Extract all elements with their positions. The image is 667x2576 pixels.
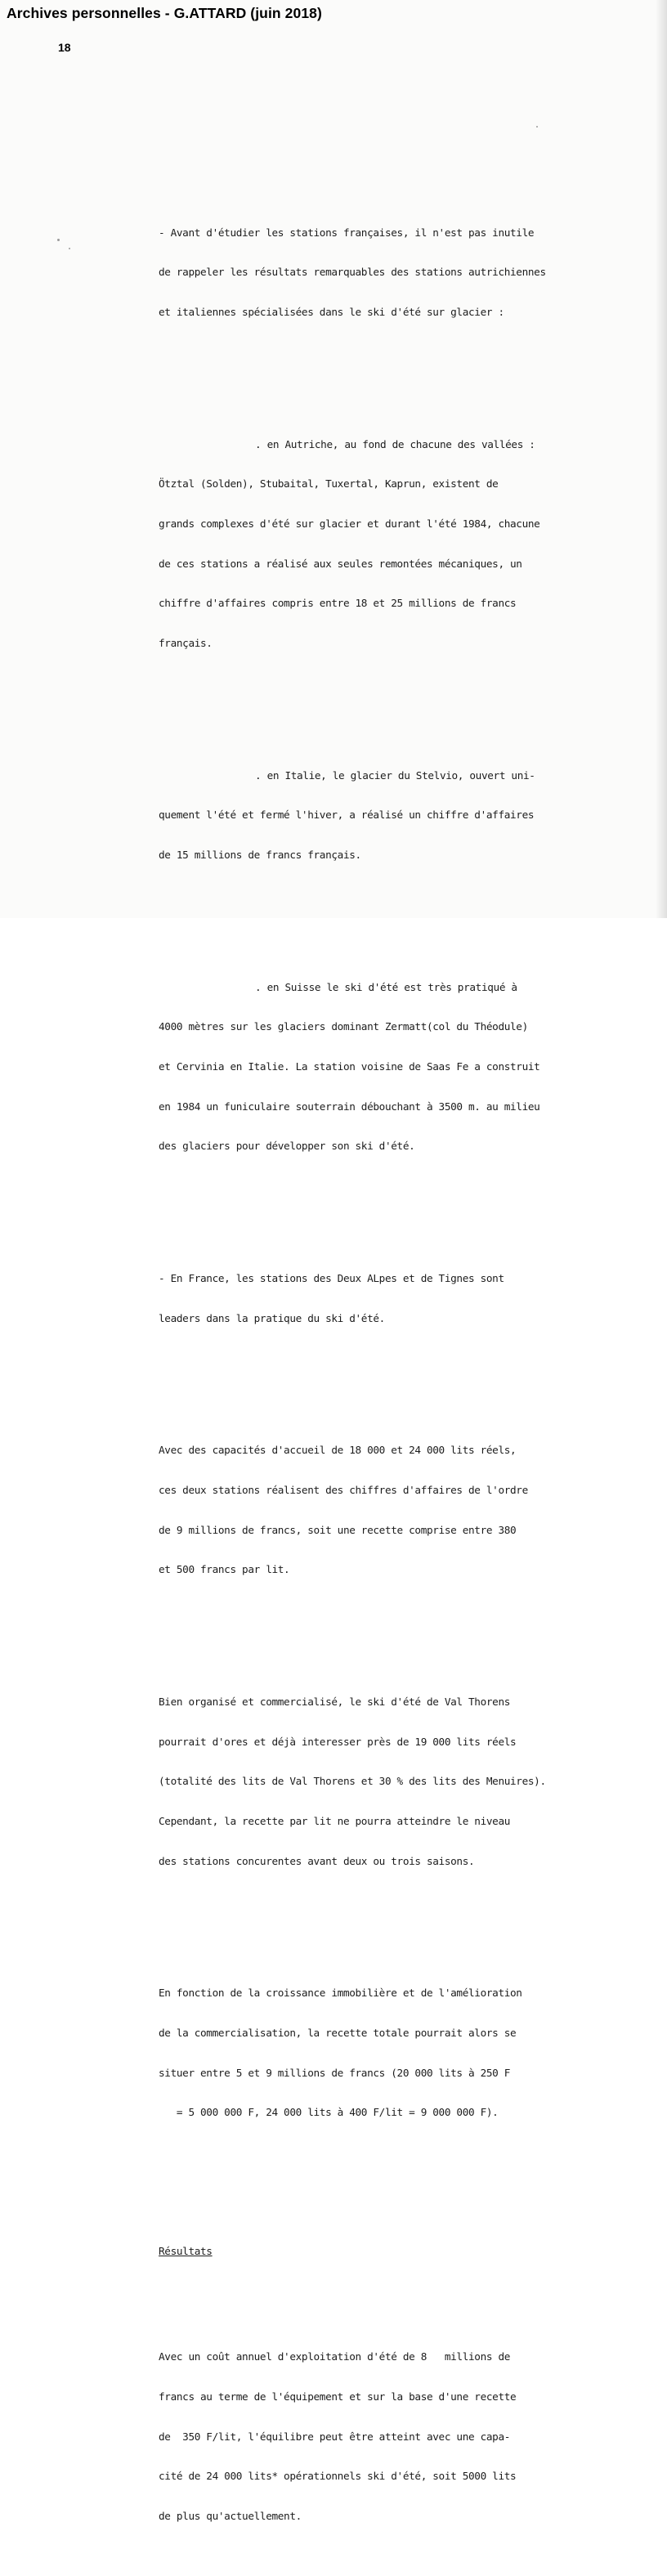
paragraph-france bbox=[159, 1246, 592, 1352]
text-line: Cependant, la recette par lit ne pourra atteindre le niveau bbox=[159, 1814, 511, 1827]
text-line: de rappeler les résultats remarquables des stations autrichiennes bbox=[159, 266, 546, 279]
text-line: de ces stations a réalisé aux seules remontées mécaniques, un bbox=[159, 557, 522, 570]
text-line: - Avant d'étudier les stations françaises, il n'est pas inutile bbox=[159, 226, 535, 239]
paragraph-capacites bbox=[159, 1418, 592, 1603]
page-number: 18 bbox=[58, 41, 71, 54]
text-line: Avec un coût annuel d'exploitation d'été de 8 millions de bbox=[159, 2350, 511, 2363]
text-line: . en Suisse le ski d'été est très pratiqué à bbox=[255, 980, 517, 993]
text-line: (totalité des lits de Val Thorens et 30 % des lits des Menuires). bbox=[159, 1775, 546, 1788]
text-line: et italiennes spécialisées dans le ski d'été sur glacier : bbox=[159, 306, 504, 319]
text-line: et Cervinia en Italie. La station voisine de Saas Fe a construit bbox=[159, 1060, 540, 1073]
text-line: 4000 mètres sur les glaciers dominant Zermatt(col du Théodule) bbox=[159, 1020, 528, 1033]
paragraph-autriche bbox=[159, 411, 592, 676]
text-line: francs au terme de l'équipement et sur la base d'une recette bbox=[159, 2390, 517, 2404]
scan-speck bbox=[69, 248, 70, 249]
text-line: de 9 millions de francs, soit une recette comprise entre 380 bbox=[159, 1523, 517, 1536]
text-line: . en Italie, le glacier du Stelvio, ouvert uni- bbox=[255, 768, 535, 782]
text-line: quement l'été et fermé l'hiver, a réalisé un chiffre d'affaires bbox=[159, 809, 535, 822]
text-line: leaders dans la pratique du ski d'été. bbox=[159, 1311, 385, 1324]
paragraph-suisse bbox=[159, 954, 592, 1179]
paragraph-croissance bbox=[159, 1960, 592, 2146]
text-line: chiffre d'affaires compris entre 18 et 25 millions de francs bbox=[159, 597, 517, 610]
paragraph-italie bbox=[159, 742, 592, 888]
text-line: - En France, les stations des Deux ALpes et de Tignes sont bbox=[159, 1272, 504, 1285]
archive-header: Archives personnelles - G.ATTARD (juin 2018) bbox=[7, 5, 322, 21]
text-line: grands complexes d'été sur glacier et durant l'été 1984, chacune bbox=[159, 517, 540, 531]
text-line: En fonction de la croissance immobilière et de l'amélioration bbox=[159, 1987, 522, 2000]
text-line: des stations concurentes avant deux ou trois saisons. bbox=[159, 1854, 475, 1867]
text-line: français. bbox=[159, 636, 213, 649]
text-line: Bien organisé et commercialisé, le ski d'été de Val Thorens bbox=[159, 1696, 511, 1709]
text-line: et 500 francs par lit. bbox=[159, 1563, 290, 1576]
paragraph-resultats bbox=[159, 2324, 592, 2549]
scan-speck bbox=[57, 239, 60, 241]
text-line: Avec des capacités d'accueil de 18 000 et 24 000 lits réels, bbox=[159, 1444, 517, 1457]
text-line: en 1984 un funiculaire souterrain débouchant à 3500 m. au milieu bbox=[159, 1100, 540, 1113]
text-line: = 5 000 000 F, 24 000 lits à 400 F/lit = 9 000 000 F). bbox=[159, 2106, 499, 2119]
scan-speck bbox=[536, 126, 538, 128]
text-line: pourrait d'ores et déjà interesser près de 19 000 lits réels bbox=[159, 1735, 517, 1748]
paragraph-val-thorens bbox=[159, 1669, 592, 1894]
text-line: . en Autriche, au fond de chacune des vallées : bbox=[255, 437, 535, 450]
document-body bbox=[159, 173, 592, 2576]
text-line: cité de 24 000 lits* opérationnels ski d'été, soit 5000 lits bbox=[159, 2470, 517, 2483]
text-line: situer entre 5 et 9 millions de francs (20 000 lits à 250 F bbox=[159, 2066, 511, 2079]
paragraph-intro bbox=[159, 199, 592, 345]
section-heading-resultats: Résultats bbox=[159, 2245, 213, 2258]
text-line: de la commercialisation, la recette totale pourrait alors se bbox=[159, 2027, 517, 2040]
text-line: de plus qu'actuellement. bbox=[159, 2509, 302, 2522]
text-line: de 15 millions de francs français. bbox=[159, 848, 361, 861]
text-line: ces deux stations réalisent des chiffres d'affaires de l'ordre bbox=[159, 1484, 528, 1497]
text-line: des glaciers pour développer son ski d'été. bbox=[159, 1140, 415, 1153]
text-line: Ötztal (Solden), Stubaital, Tuxertal, Kaprun, existent de bbox=[159, 477, 499, 491]
page-edge-shadow bbox=[656, 0, 667, 918]
text-line: de 350 F/lit, l'équilibre peut être atteint avec une capa- bbox=[159, 2430, 511, 2443]
